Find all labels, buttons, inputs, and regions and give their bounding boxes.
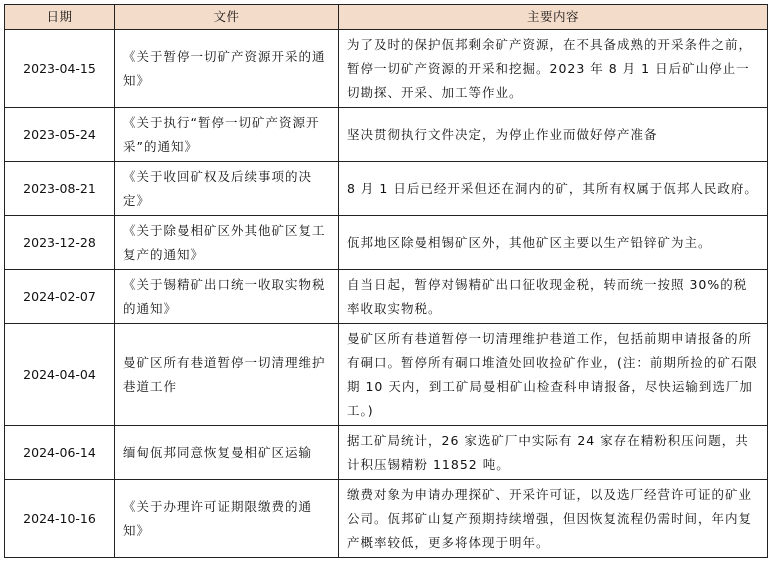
table-row — [5, 30, 768, 108]
header-content: 主要内容 — [339, 5, 768, 30]
table-row — [5, 270, 768, 324]
row-content: 8 月 1 日后已经开采但还在洞内的矿，其所有权属于佤邦人民政府。 — [339, 162, 768, 216]
row-content: 据工矿局统计，26 家选矿厂中实际有 24 家存在精粉积压问题，共计积压锡精粉 11852 吨。 — [339, 426, 768, 480]
header-document: 文件 — [115, 5, 339, 30]
row-date: 2023-12-28 — [5, 216, 115, 270]
header-row — [5, 5, 768, 30]
row-date: 2024-04-04 — [5, 324, 115, 426]
row-document: 缅甸佤邦同意恢复曼相矿区运输 — [115, 426, 339, 480]
row-date: 2024-10-16 — [5, 480, 115, 558]
table-header — [5, 5, 768, 30]
table-row — [5, 216, 768, 270]
row-content: 缴费对象为申请办理探矿、开采许可证，以及选厂经营许可证的矿业公司。佤邦矿山复产预期持续增强，但因恢复流程仍需时间，年内复产概率较低，更多将体现于明年。 — [339, 480, 768, 558]
row-document: 《关于收回矿权及后续事项的决定》 — [115, 162, 339, 216]
table-row — [5, 108, 768, 162]
table-body — [5, 30, 768, 558]
row-document: 《关于除曼相矿区外其他矿区复工复产的通知》 — [115, 216, 339, 270]
row-document: 《关于暂停一切矿产资源开采的通知》 — [115, 30, 339, 108]
table-row — [5, 324, 768, 426]
row-date: 2023-05-24 — [5, 108, 115, 162]
header-date: 日期 — [5, 5, 115, 30]
row-date: 2024-06-14 — [5, 426, 115, 480]
row-document: 《关于锡精矿出口统一收取实物税的通知》 — [115, 270, 339, 324]
table-row — [5, 480, 768, 558]
row-content: 曼矿区所有巷道暂停一切清理维护巷道工作，包括前期申请报备的所有硐口。暂停所有硐口堆渣处回收捡矿作业，(注：前期所捡的矿石限期 10 天内，到工矿局曼相矿山检查科申请报备，尽快运输到选厂加工。) — [339, 324, 768, 426]
row-date: 2024-02-07 — [5, 270, 115, 324]
row-document: 《关于办理许可证期限缴费的通知》 — [115, 480, 339, 558]
row-date: 2023-04-15 — [5, 30, 115, 108]
row-content: 佤邦地区除曼相锡矿区外，其他矿区主要以生产铅锌矿为主。 — [339, 216, 768, 270]
table-row — [5, 162, 768, 216]
row-content: 为了及时的保护佤邦剩余矿产资源，在不具备成熟的开采条件之前，暂停一切矿产资源的开采和挖掘。2023 年 8 月 1 日后矿山停止一切勘探、开采、加工等作业。 — [339, 30, 768, 108]
policy-table — [4, 4, 768, 558]
table-row — [5, 426, 768, 480]
row-document: 《关于执行“暂停一切矿产资源开采”的通知》 — [115, 108, 339, 162]
row-document: 曼矿区所有巷道暂停一切清理维护巷道工作 — [115, 324, 339, 426]
row-content: 坚决贯彻执行文件决定，为停止作业而做好停产准备 — [339, 108, 768, 162]
row-date: 2023-08-21 — [5, 162, 115, 216]
row-content: 自当日起，暂停对锡精矿出口征收现金税，转而统一按照 30%的税率收取实物税。 — [339, 270, 768, 324]
